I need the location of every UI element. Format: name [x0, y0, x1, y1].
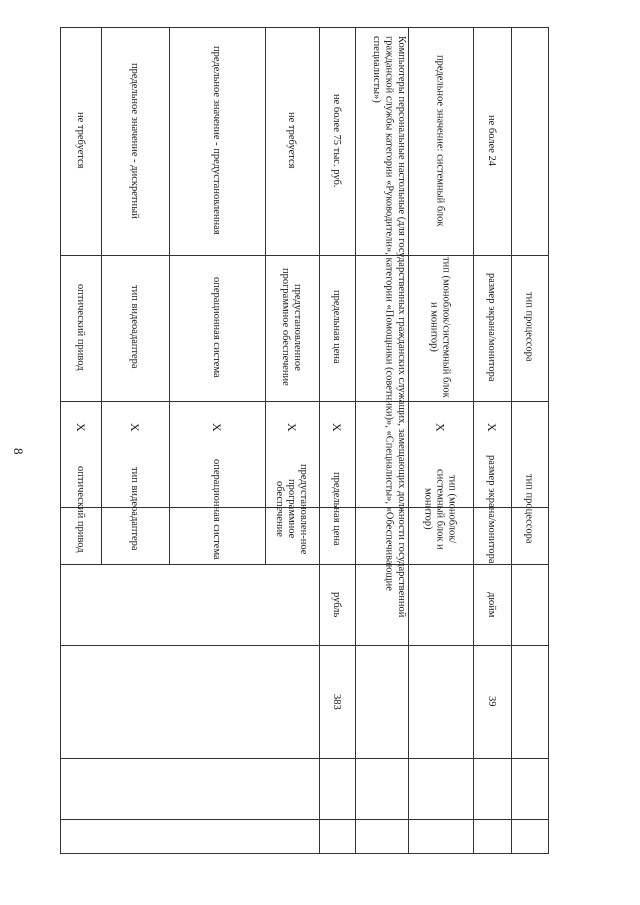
characteristic-cell: размер экрана/монитора: [486, 272, 498, 382]
col-divider: [61, 758, 548, 759]
x-mark: X: [484, 422, 499, 432]
name-cell: тип (моноблок/ системный блок и монитор): [422, 468, 458, 550]
characteristic-cell: тип видеоадаптера: [129, 285, 141, 369]
value-cell: не требуется: [286, 112, 298, 169]
unit-cell: дюйм: [486, 591, 498, 618]
col-divider: [61, 819, 548, 820]
name-cell: предустановлен-ное программное обеспечение: [273, 463, 310, 555]
characteristic-cell: тип (моноблок/системный блок и монитор): [428, 256, 452, 398]
x-mark: X: [329, 422, 344, 432]
value-cell: предельное значение: системный блок: [434, 54, 446, 227]
name-cell: тип видеоадаптера: [129, 467, 141, 551]
section-title: Компьютеры персональные настольные (для государственных гражданских служащих, замещающих должности государственной гражданской службы категории «Руководители», категории «Помощники (советники)», «Специалисты», «Обеспечивающие специалисты»): [370, 36, 407, 618]
x-mark: X: [209, 422, 224, 432]
characteristic-cell: предельная цена: [331, 290, 343, 364]
value-cell: не требуется: [75, 112, 87, 169]
page-number: 8: [11, 448, 26, 455]
value-cell: предельное значение - предустановленная: [211, 46, 223, 235]
x-mark: X: [127, 422, 142, 432]
value-cell: не более 75 тыс. руб.: [331, 93, 343, 188]
name-cell: размер экрана/монитора: [486, 454, 498, 564]
characteristic-cell: предустановленное программное обеспечение: [280, 268, 304, 386]
x-mark: X: [433, 422, 448, 432]
value-cell: предельное значение - дискретный: [129, 62, 141, 219]
name-cell: тип процессора: [523, 474, 535, 544]
x-mark: X: [284, 422, 299, 432]
characteristic-cell: тип процессора: [523, 292, 535, 362]
name-cell: операционная система: [211, 458, 223, 560]
num-cell: 39: [486, 696, 498, 707]
name-cell: предельная цена: [331, 472, 343, 546]
characteristic-cell: операционная система: [211, 276, 223, 378]
value-cell: не более 24: [486, 114, 498, 167]
x-mark: X: [73, 422, 88, 432]
characteristic-cell: оптический привод: [75, 283, 87, 371]
row-divider: [355, 28, 356, 853]
num-cell: 383: [331, 693, 343, 710]
name-cell: оптический привод: [75, 465, 87, 553]
unit-cell: рубль: [331, 591, 343, 618]
row-divider: [511, 28, 512, 853]
